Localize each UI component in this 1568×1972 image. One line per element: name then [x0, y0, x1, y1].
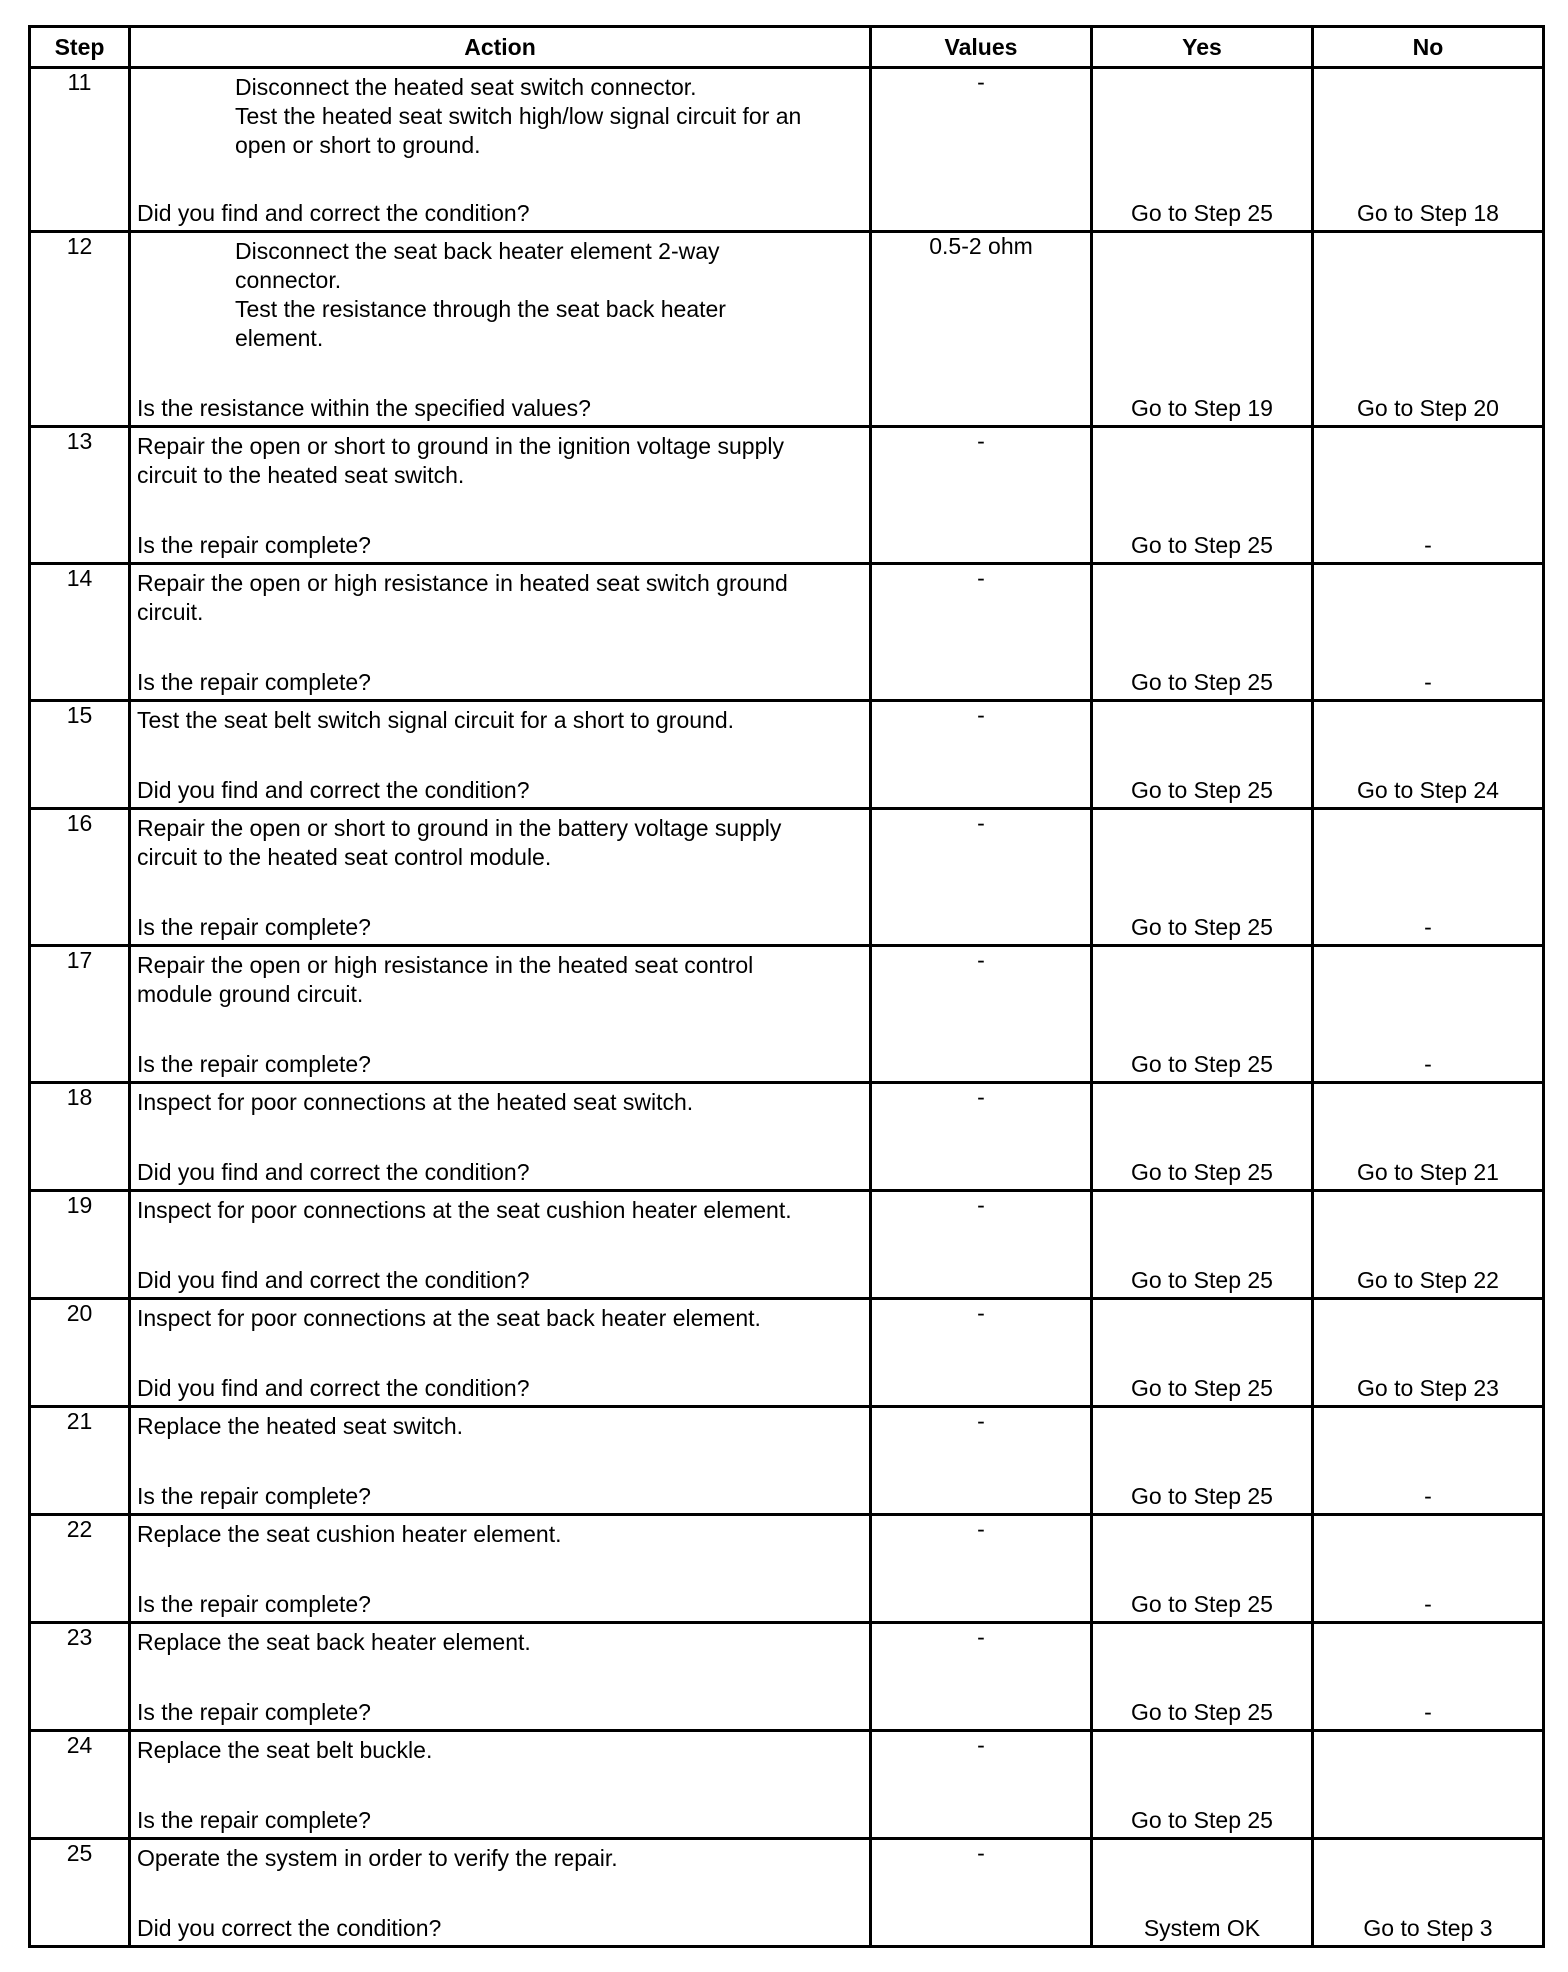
- action-question: Is the repair complete?: [137, 1591, 371, 1617]
- no-cell: [1313, 68, 1544, 232]
- values-cell: -: [871, 427, 1092, 564]
- action-line: circuit to the heated seat control module.: [137, 844, 552, 870]
- no-result: -: [1424, 1483, 1432, 1509]
- action-question: Is the repair complete?: [137, 1699, 371, 1725]
- table-row: [30, 809, 1544, 946]
- no-result: Go to Step 3: [1363, 1915, 1493, 1941]
- values-cell: -: [871, 564, 1092, 701]
- yes-cell: [1092, 701, 1313, 809]
- table-row: [30, 564, 1544, 701]
- action-instructions: [137, 1736, 863, 1765]
- action-line: Inspect for poor connections at the seat cushion heater element.: [137, 1197, 792, 1223]
- action-instructions: [137, 706, 863, 735]
- yes-result: Go to Step 25: [1131, 1267, 1273, 1293]
- no-cell: [1313, 1623, 1544, 1731]
- action-cell: [130, 1839, 871, 1947]
- action-line: element.: [235, 325, 324, 351]
- action-instructions: [137, 432, 863, 490]
- step-number: 23: [30, 1623, 130, 1731]
- no-result: -: [1424, 1699, 1432, 1725]
- no-result: Go to Step 18: [1357, 200, 1499, 226]
- action-question: Did you find and correct the condition?: [137, 777, 530, 803]
- no-cell: [1313, 564, 1544, 701]
- action-line: Replace the seat belt buckle.: [137, 1737, 433, 1763]
- step-number: 19: [30, 1191, 130, 1299]
- no-result: Go to Step 22: [1357, 1267, 1499, 1293]
- action-instructions: [235, 237, 863, 353]
- yes-result: Go to Step 25: [1131, 532, 1273, 558]
- action-line: circuit to the heated seat switch.: [137, 462, 465, 488]
- yes-cell: [1092, 946, 1313, 1083]
- table-row: [30, 68, 1544, 232]
- action-line: circuit.: [137, 599, 204, 625]
- yes-result: Go to Step 25: [1131, 669, 1273, 695]
- action-instructions: [137, 814, 863, 872]
- step-number: 15: [30, 701, 130, 809]
- header-row: [30, 27, 1544, 68]
- action-line: Inspect for poor connections at the heated seat switch.: [137, 1089, 694, 1115]
- no-cell: [1313, 232, 1544, 427]
- action-line: Repair the open or short to ground in the ignition voltage supply: [137, 433, 784, 459]
- action-cell: [130, 1515, 871, 1623]
- action-line: Inspect for poor connections at the seat back heater element.: [137, 1305, 761, 1331]
- action-line: Disconnect the seat back heater element 2-way: [235, 238, 720, 264]
- table-row: [30, 1839, 1544, 1947]
- header-no: No: [1313, 27, 1544, 68]
- table-row: [30, 1407, 1544, 1515]
- action-cell: [130, 1623, 871, 1731]
- yes-cell: [1092, 68, 1313, 232]
- step-number: 11: [30, 68, 130, 232]
- no-cell: [1313, 946, 1544, 1083]
- values-cell: -: [871, 68, 1092, 232]
- action-instructions: [137, 1628, 863, 1657]
- values-cell: -: [871, 1515, 1092, 1623]
- table-row: [30, 1731, 1544, 1839]
- table-row: [30, 1299, 1544, 1407]
- action-cell: [130, 809, 871, 946]
- action-line: Repair the open or short to ground in the battery voltage supply: [137, 815, 782, 841]
- action-instructions: [137, 569, 863, 627]
- no-result: Go to Step 23: [1357, 1375, 1499, 1401]
- yes-result: Go to Step 25: [1131, 1159, 1273, 1185]
- no-result: -: [1424, 1591, 1432, 1617]
- table-row: [30, 1515, 1544, 1623]
- action-line: Test the heated seat switch high/low signal circuit for an: [235, 103, 802, 129]
- yes-result: Go to Step 25: [1131, 777, 1273, 803]
- table-body: [30, 68, 1544, 1947]
- action-cell: [130, 1731, 871, 1839]
- step-number: 16: [30, 809, 130, 946]
- values-cell: -: [871, 1083, 1092, 1191]
- yes-cell: [1092, 1731, 1313, 1839]
- values-cell: -: [871, 946, 1092, 1083]
- action-instructions: [137, 1088, 863, 1117]
- step-number: 22: [30, 1515, 130, 1623]
- action-cell: [130, 564, 871, 701]
- no-cell: [1313, 1839, 1544, 1947]
- table-row: [30, 1083, 1544, 1191]
- header-yes: Yes: [1092, 27, 1313, 68]
- table-row: [30, 1623, 1544, 1731]
- no-cell: [1313, 809, 1544, 946]
- yes-cell: [1092, 1839, 1313, 1947]
- no-cell: [1313, 427, 1544, 564]
- no-cell: [1313, 1299, 1544, 1407]
- no-cell: [1313, 1515, 1544, 1623]
- yes-cell: [1092, 1515, 1313, 1623]
- action-instructions: [137, 1520, 863, 1549]
- yes-cell: [1092, 1623, 1313, 1731]
- table-row: [30, 232, 1544, 427]
- action-question: Is the repair complete?: [137, 1807, 371, 1833]
- yes-result: Go to Step 25: [1131, 1483, 1273, 1509]
- action-cell: [130, 946, 871, 1083]
- action-cell: [130, 701, 871, 809]
- yes-cell: [1092, 1191, 1313, 1299]
- yes-result: Go to Step 25: [1131, 1591, 1273, 1617]
- action-question: Is the repair complete?: [137, 914, 371, 940]
- yes-result: Go to Step 25: [1131, 1051, 1273, 1077]
- action-line: Replace the heated seat switch.: [137, 1413, 464, 1439]
- step-number: 18: [30, 1083, 130, 1191]
- action-instructions: [137, 1412, 863, 1441]
- step-number: 20: [30, 1299, 130, 1407]
- header-values: Values: [871, 27, 1092, 68]
- action-line: Test the seat belt switch signal circuit for a short to ground.: [137, 707, 735, 733]
- action-question: Did you correct the condition?: [137, 1915, 442, 1941]
- action-question: Did you find and correct the condition?: [137, 1267, 530, 1293]
- action-instructions: [137, 1304, 863, 1333]
- no-result: Go to Step 20: [1357, 395, 1499, 421]
- action-cell: [130, 427, 871, 564]
- action-line: open or short to ground.: [235, 132, 481, 158]
- header-action: Action: [130, 27, 871, 68]
- step-number: 24: [30, 1731, 130, 1839]
- yes-cell: [1092, 1083, 1313, 1191]
- no-result: -: [1424, 1051, 1432, 1077]
- step-number: 25: [30, 1839, 130, 1947]
- table-row: [30, 1191, 1544, 1299]
- no-cell: [1313, 701, 1544, 809]
- table-row: [30, 946, 1544, 1083]
- action-question: Is the resistance within the specified values?: [137, 395, 591, 421]
- action-line: module ground circuit.: [137, 981, 364, 1007]
- action-line: Replace the seat back heater element.: [137, 1629, 531, 1655]
- table-row: [30, 427, 1544, 564]
- action-line: Test the resistance through the seat back heater: [235, 296, 726, 322]
- values-cell: -: [871, 1191, 1092, 1299]
- action-question: Is the repair complete?: [137, 669, 371, 695]
- no-result: -: [1424, 914, 1432, 940]
- no-cell: [1313, 1407, 1544, 1515]
- action-cell: [130, 68, 871, 232]
- action-cell: [130, 1299, 871, 1407]
- header-step: Step: [30, 27, 130, 68]
- values-cell: -: [871, 1299, 1092, 1407]
- yes-result: Go to Step 25: [1131, 1375, 1273, 1401]
- yes-result: Go to Step 25: [1131, 1807, 1273, 1833]
- yes-cell: [1092, 232, 1313, 427]
- action-cell: [130, 232, 871, 427]
- action-line: Replace the seat cushion heater element.: [137, 1521, 562, 1547]
- no-result: -: [1424, 669, 1432, 695]
- action-line: Disconnect the heated seat switch connector.: [235, 74, 697, 100]
- action-question: Is the repair complete?: [137, 532, 371, 558]
- step-number: 14: [30, 564, 130, 701]
- step-number: 17: [30, 946, 130, 1083]
- yes-cell: [1092, 1299, 1313, 1407]
- values-cell: -: [871, 1839, 1092, 1947]
- no-result: Go to Step 24: [1357, 777, 1499, 803]
- diagnostic-table: [28, 25, 1545, 1948]
- yes-result: Go to Step 25: [1131, 200, 1273, 226]
- yes-result: Go to Step 25: [1131, 1699, 1273, 1725]
- action-instructions: [137, 951, 863, 1009]
- action-question: Did you find and correct the condition?: [137, 1375, 530, 1401]
- no-cell: [1313, 1083, 1544, 1191]
- table-row: [30, 701, 1544, 809]
- step-number: 12: [30, 232, 130, 427]
- action-instructions: [137, 1196, 863, 1225]
- yes-cell: [1092, 1407, 1313, 1515]
- action-cell: [130, 1083, 871, 1191]
- action-line: Repair the open or high resistance in heated seat switch ground: [137, 570, 788, 596]
- action-instructions: [235, 73, 863, 160]
- yes-result: Go to Step 19: [1131, 395, 1273, 421]
- step-number: 21: [30, 1407, 130, 1515]
- action-instructions: [137, 1844, 863, 1873]
- no-cell: [1313, 1191, 1544, 1299]
- yes-cell: [1092, 564, 1313, 701]
- no-cell: [1313, 1731, 1544, 1839]
- action-line: Repair the open or high resistance in the heated seat control: [137, 952, 754, 978]
- values-cell: -: [871, 1623, 1092, 1731]
- yes-cell: [1092, 427, 1313, 564]
- yes-result: System OK: [1143, 1915, 1261, 1941]
- action-question: Did you find and correct the condition?: [137, 200, 530, 226]
- values-cell: -: [871, 701, 1092, 809]
- action-cell: [130, 1407, 871, 1515]
- yes-cell: [1092, 809, 1313, 946]
- values-cell: 0.5-2 ohm: [871, 232, 1092, 427]
- action-question: Is the repair complete?: [137, 1483, 371, 1509]
- action-question: Is the repair complete?: [137, 1051, 371, 1077]
- values-cell: -: [871, 809, 1092, 946]
- values-cell: -: [871, 1407, 1092, 1515]
- action-cell: [130, 1191, 871, 1299]
- no-result: Go to Step 21: [1357, 1159, 1499, 1185]
- step-number: 13: [30, 427, 130, 564]
- values-cell: -: [871, 1731, 1092, 1839]
- action-line: connector.: [235, 267, 342, 293]
- action-line: Operate the system in order to verify the repair.: [137, 1845, 618, 1871]
- no-result: -: [1424, 532, 1432, 558]
- action-question: Did you find and correct the condition?: [137, 1159, 530, 1185]
- yes-result: Go to Step 25: [1131, 914, 1273, 940]
